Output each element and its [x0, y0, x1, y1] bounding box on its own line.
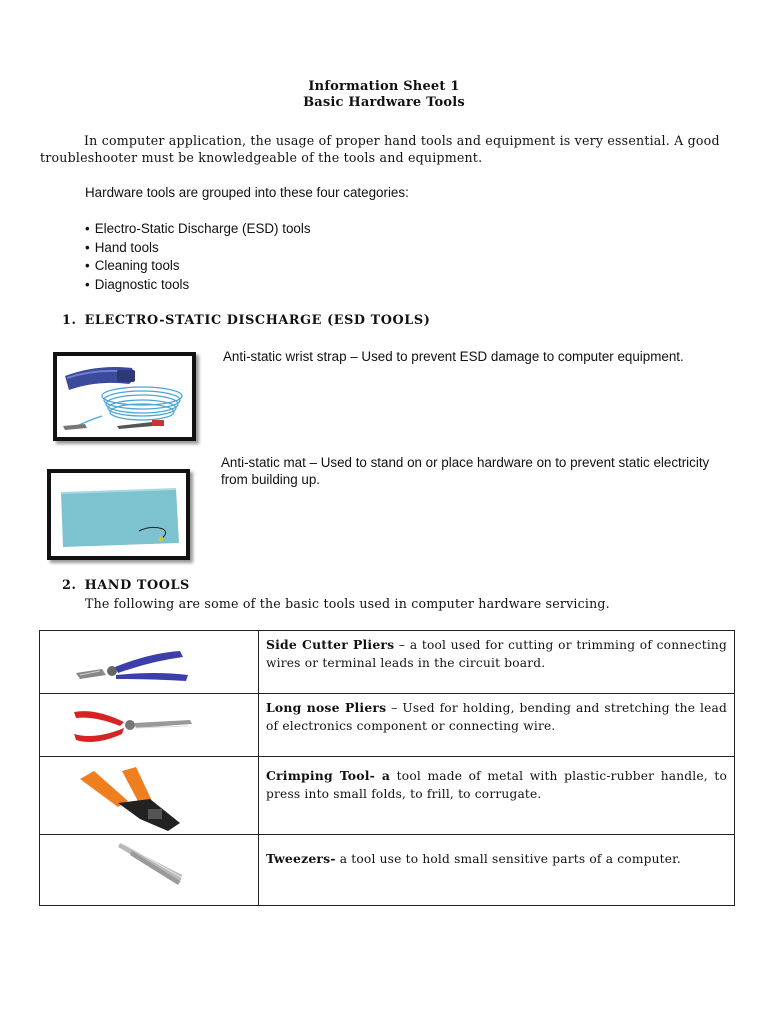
intro-paragraph — [40, 132, 740, 166]
table-row — [40, 835, 735, 906]
long-nose-pliers-image — [40, 694, 258, 756]
crimping-tool-image — [40, 757, 258, 834]
section-title: ELECTRO-STATIC DISCHARGE (ESD TOOLS) — [84, 313, 431, 328]
tool-name: Tweezers- — [266, 851, 336, 866]
category-list — [85, 220, 311, 295]
page-title: Information Sheet 1 — [308, 79, 460, 94]
page-subtitle: Basic Hardware Tools — [303, 95, 465, 110]
anti-static-mat-description: Anti-static mat – Used to stand on or place hardware on to prevent static electricity from building up. — [221, 455, 710, 487]
wrist-strap-description: Anti-static wrist strap – Used to prevent ESD damage to computer equipment. — [223, 349, 684, 364]
section-heading-esd — [62, 313, 430, 328]
tweezers-image — [40, 835, 258, 905]
section-title: HAND TOOLS — [84, 578, 190, 593]
table-cell-image — [40, 757, 259, 835]
hand-tools-table — [39, 630, 735, 906]
tool-description: tool made of metal with plastic-rubber handle, to press into small folds, to frill, to corrugate. — [266, 769, 727, 801]
section-heading-hand-tools — [62, 578, 190, 593]
table-row — [40, 631, 735, 694]
tool-description: – Used for holding, bending and stretching the lead of electronics component or connecting wire. — [266, 701, 727, 733]
table-row — [40, 757, 735, 835]
table-cell-text — [259, 757, 735, 835]
intro-paragraph-text: In computer application, the usage of proper hand tools and equipment is very essential. A good troubleshooter must be knowledgeable of the tools and equipment. — [40, 133, 720, 165]
list-item: • Cleaning tools — [85, 257, 311, 276]
table-cell-text — [259, 694, 735, 757]
table-cell-image — [40, 835, 259, 906]
tool-name: Long nose Pliers — [266, 700, 387, 715]
table-cell-image — [40, 631, 259, 694]
list-item: • Electro-Static Discharge (ESD) tools — [85, 220, 311, 239]
section-number: 2. — [62, 578, 77, 593]
hand-tools-subtitle: The following are some of the basic tools used in computer hardware servicing. — [85, 596, 610, 611]
tool-description: – a tool used for cutting or trimming of connecting wires or terminal leads in the circuit board. — [266, 638, 727, 670]
section-number: 1. — [62, 313, 77, 328]
wrist-strap-image — [53, 352, 196, 441]
tool-description: a tool use to hold small sensitive parts of a computer. — [335, 852, 681, 866]
table-cell-image — [40, 694, 259, 757]
table-row — [40, 694, 735, 757]
tool-name: Side Cutter Pliers — [266, 637, 395, 652]
categories-intro: Hardware tools are grouped into these four categories: — [85, 185, 409, 200]
table-cell-text — [259, 835, 735, 906]
table-cell-text — [259, 631, 735, 694]
list-item: • Diagnostic tools — [85, 276, 311, 295]
side-cutter-pliers-image — [40, 631, 258, 693]
list-item: • Hand tools — [85, 239, 311, 258]
tool-name: Crimping Tool- a — [266, 768, 391, 783]
anti-static-mat-image — [47, 469, 190, 560]
